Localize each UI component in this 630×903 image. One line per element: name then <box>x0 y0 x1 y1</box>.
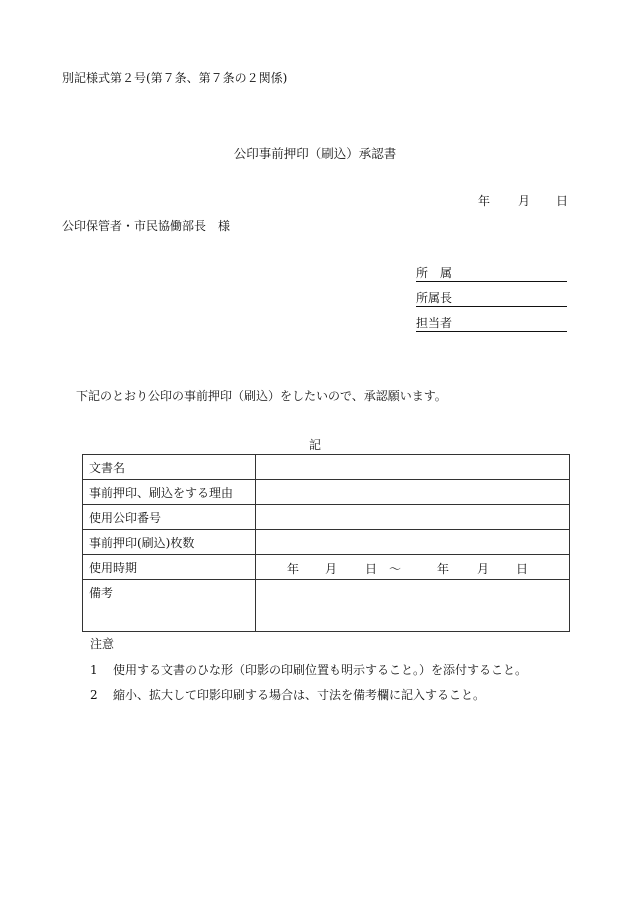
row-label-seal-number: 使用公印番号 <box>83 505 256 530</box>
table-row <box>83 505 570 530</box>
signature-affiliation[interactable] <box>416 267 567 282</box>
note-item <box>90 663 527 677</box>
signature-person-in-charge[interactable] <box>416 317 567 332</box>
row-label-sheet-count: 事前押印(刷込)枚数 <box>83 530 256 555</box>
period-end-day: 日 <box>516 562 529 576</box>
table-row <box>83 555 570 580</box>
date-year: 年 <box>478 194 491 208</box>
period-start-month: 月 <box>325 562 338 576</box>
row-label-remarks: 備考 <box>83 580 256 632</box>
note-number: 2 <box>90 688 98 702</box>
date-day: 日 <box>556 194 569 208</box>
request-text: 下記のとおり公印の事前押印（刷込）をしたいので、承認願います。 <box>76 389 447 403</box>
form-reference: 別記様式第２号(第７条、第７条の２関係) <box>62 71 288 85</box>
period-start-year: 年 <box>287 562 300 576</box>
usage-period-field[interactable] <box>256 555 570 580</box>
ki-heading: 記 <box>309 438 322 452</box>
signature-affiliation-label: 所 属 <box>416 266 453 280</box>
period-start-day: 日 <box>365 562 378 576</box>
table-row <box>83 480 570 505</box>
reason-field[interactable] <box>256 480 570 505</box>
row-label-document-name: 文書名 <box>83 455 256 480</box>
period-end-month: 月 <box>477 562 490 576</box>
date-month: 月 <box>518 194 531 208</box>
table-row <box>83 580 570 632</box>
note-number: 1 <box>90 663 98 677</box>
notes-title: 注意 <box>90 637 115 651</box>
usage-period <box>262 560 569 574</box>
note-text: 縮小、拡大して印影印刷する場合は、寸法を備考欄に記入すること。 <box>113 688 486 702</box>
period-tilde: ～ <box>389 562 402 576</box>
table-row <box>83 455 570 480</box>
note-text: 使用する文書のひな形（印影の印刷位置も明示すること。）を添付すること。 <box>113 663 528 677</box>
document-title: 公印事前押印（刷込）承認書 <box>233 146 397 161</box>
remarks-field[interactable] <box>256 580 570 632</box>
period-end-year: 年 <box>437 562 450 576</box>
note-item <box>90 688 485 702</box>
seal-number-field[interactable] <box>256 505 570 530</box>
sheet-count-field[interactable] <box>256 530 570 555</box>
row-label-usage-period: 使用時期 <box>83 555 256 580</box>
signature-person-in-charge-label: 担当者 <box>416 316 453 330</box>
signature-department-head[interactable] <box>416 292 567 307</box>
signature-department-head-label: 所属長 <box>416 291 453 305</box>
addressee: 公印保管者・市民協働部長 様 <box>62 219 231 233</box>
details-table <box>82 454 570 632</box>
document-name-field[interactable] <box>256 455 570 480</box>
row-label-reason: 事前押印、刷込をする理由 <box>83 480 256 505</box>
table-row <box>83 530 570 555</box>
